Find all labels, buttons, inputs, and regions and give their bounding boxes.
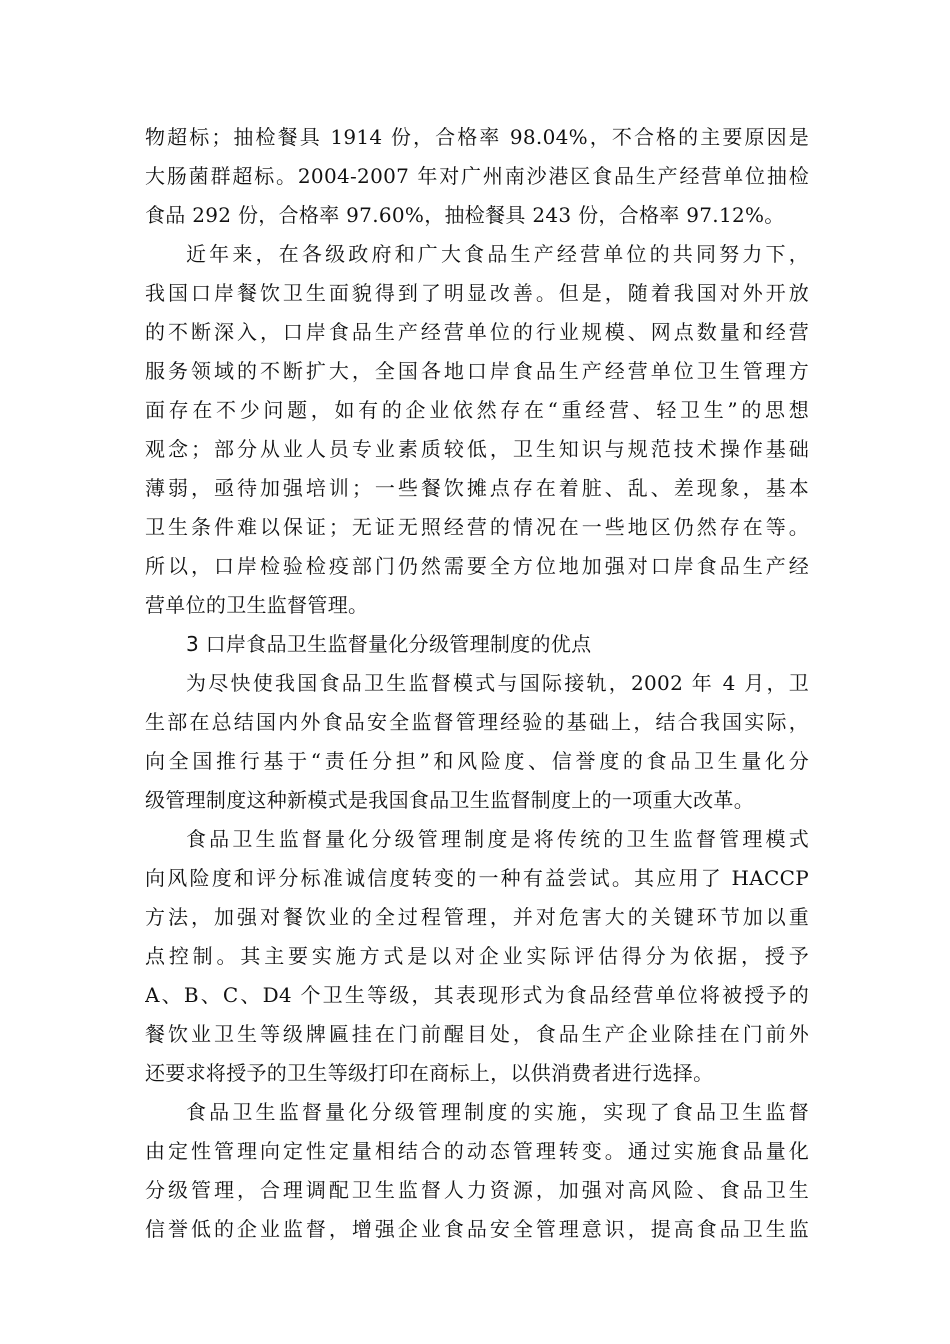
text-line: 向风险度和评分标准诚信度转变的一种有益尝试。其应用了 HACCP (145, 866, 809, 890)
text-line: 营单位的卫生监督管理。 (145, 593, 369, 617)
text-line: 的不断深入，口岸食品生产经营单位的行业规模、网点数量和经营 (145, 320, 809, 344)
text-line: 方法，加强对餐饮业的全过程管理，并对危害大的关键环节加以重 (145, 905, 809, 929)
text-line: 餐饮业卫生等级牌匾挂在门前醒目处，食品生产企业除挂在门前外 (145, 1022, 809, 1046)
text-line: 信誉低的企业监督，增强企业食品安全管理意识，提高食品卫生监 (145, 1217, 809, 1241)
section-heading: 3 口岸食品卫生监督量化分级管理制度的优点 (186, 632, 592, 656)
text-line: 近年来，在各级政府和广大食品生产经营单位的共同努力下， (186, 242, 809, 266)
text-line: 向全国推行基于“责任分担”和风险度、信誉度的食品卫生量化分 (145, 749, 809, 773)
text-line: 还要求将授予的卫生等级打印在商标上，以供消费者进行选择。 (145, 1061, 714, 1085)
text-line: 由定性管理向定性定量相结合的动态管理转变。通过实施食品量化 (145, 1139, 809, 1163)
document-page (145, 118, 809, 1249)
text-line: 薄弱，亟待加强培训；一些餐饮摊点存在着脏、乱、差现象，基本 (145, 476, 809, 500)
text-line: 食品卫生监督量化分级管理制度的实施，实现了食品卫生监督 (186, 1100, 809, 1124)
text-line: 点控制。其主要实施方式是以对企业实际评估得分为依据，授予 (145, 944, 809, 968)
text-line: 所以，口岸检验检疫部门仍然需要全方位地加强对口岸食品生产经 (145, 554, 809, 578)
text-line: 卫生条件难以保证；无证无照经营的情况在一些地区仍然存在等。 (145, 515, 809, 539)
text-line: 生部在总结国内外食品安全监督管理经验的基础上，结合我国实际， (145, 710, 809, 734)
text-line: 面存在不少问题，如有的企业依然存在“重经营、轻卫生”的思想 (145, 398, 809, 422)
text-line: 食品 292 份，合格率 97.60%，抽检餐具 243 份，合格率 97.12%。 (145, 203, 785, 227)
text-line: 观念；部分从业人员专业素质较低，卫生知识与规范技术操作基础 (145, 437, 809, 461)
text-line: 大肠菌群超标。2004-2007 年对广州南沙港区食品生产经营单位抽检 (145, 164, 809, 188)
text-line: 分级管理，合理调配卫生监督人力资源，加强对高风险、食品卫生 (145, 1178, 809, 1202)
text-line: 物超标；抽检餐具 1914 份，合格率 98.04%，不合格的主要原因是 (145, 125, 809, 149)
text-line: A、B、C、D4 个卫生等级，其表现形式为食品经营单位将被授予的 (145, 983, 809, 1007)
text-line: 食品卫生监督量化分级管理制度是将传统的卫生监督管理模式 (186, 827, 809, 851)
text-line: 服务领域的不断扩大，全国各地口岸食品生产经营单位卫生管理方 (145, 359, 809, 383)
text-line: 我国口岸餐饮卫生面貌得到了明显改善。但是，随着我国对外开放 (145, 281, 809, 305)
text-line: 级管理制度这种新模式是我国食品卫生监督制度上的一项重大改革。 (145, 788, 754, 812)
text-line: 为尽快使我国食品卫生监督模式与国际接轨，2002 年 4 月，卫 (186, 671, 809, 695)
